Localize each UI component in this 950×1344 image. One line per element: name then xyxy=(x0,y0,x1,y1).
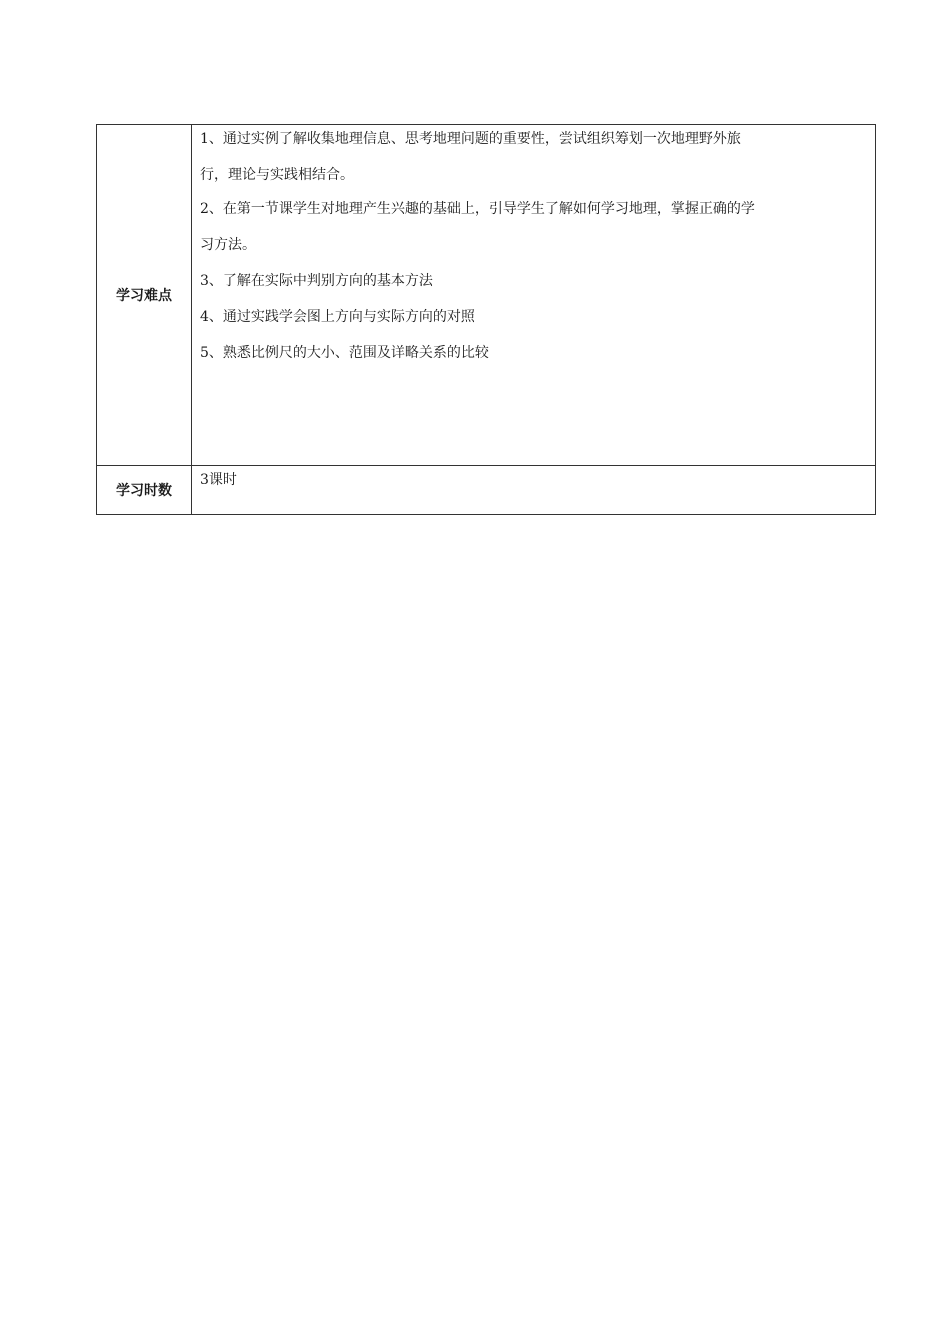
difficulty-line-3: 2、在第一节课学生对地理产生兴趣的基础上，引导学生了解如何学习地理，掌握正确的学 xyxy=(200,201,755,217)
difficulty-line-1: 1、通过实例了解收集地理信息、思考地理问题的重要性，尝试组织筹划一次地理野外旅 xyxy=(200,131,741,147)
lesson-plan-table xyxy=(96,124,876,515)
difficulty-line-7: 5、熟悉比例尺的大小、范围及详略关系的比较 xyxy=(200,345,489,361)
hours-value: 3课时 xyxy=(200,472,237,488)
difficulty-line-4: 习方法。 xyxy=(200,237,256,253)
difficulty-label: 学习难点 xyxy=(97,125,192,466)
difficulty-content xyxy=(192,125,876,466)
hours-row xyxy=(97,466,876,515)
difficulty-line-2: 行，理论与实践相结合。 xyxy=(200,167,354,183)
difficulty-row xyxy=(97,125,876,466)
hours-content xyxy=(192,466,876,515)
hours-label: 学习时数 xyxy=(97,466,192,515)
difficulty-line-5: 3、了解在实际中判别方向的基本方法 xyxy=(200,273,433,289)
difficulty-line-6: 4、通过实践学会图上方向与实际方向的对照 xyxy=(200,309,475,325)
